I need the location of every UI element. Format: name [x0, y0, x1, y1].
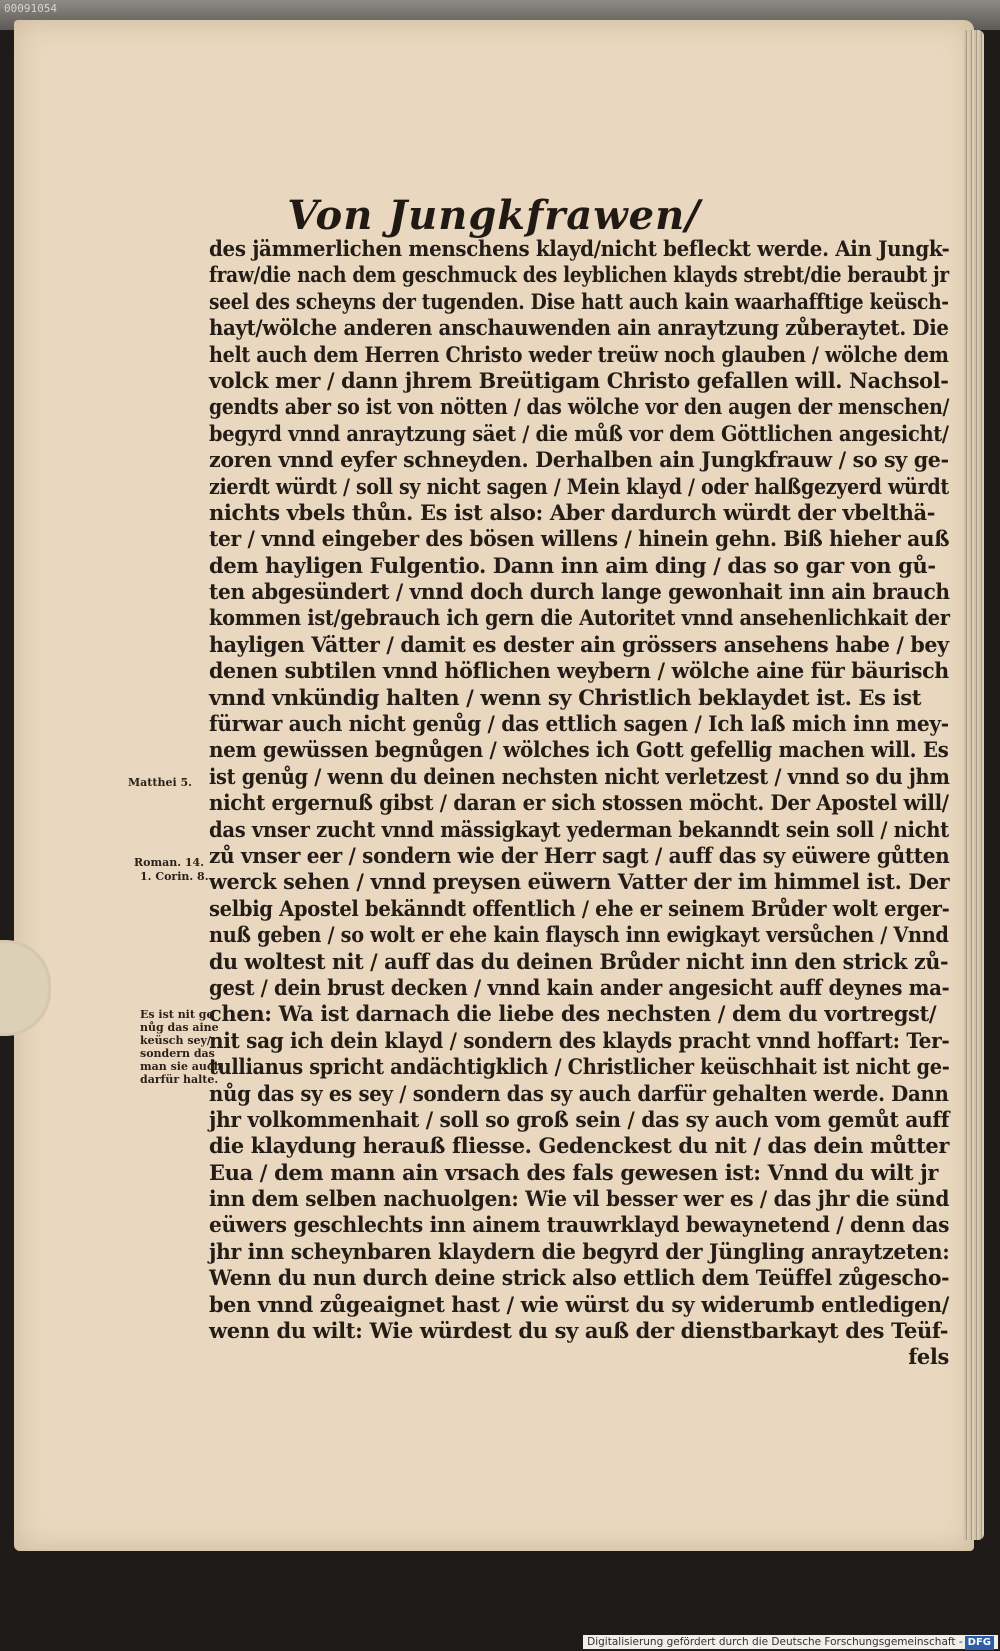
- dfg-logo: DFG: [965, 1636, 994, 1650]
- text-line: fraw/die nach dem geschmuck des leyblichen klayds strebt/die beraubt jr: [209, 262, 949, 288]
- margin-note-matthew: Matthei 5.: [128, 776, 192, 789]
- gloss-line: Es ist nit ge: [140, 1008, 214, 1021]
- text-line: hayligen Vätter / damit es dester ain grössers ansehens habe / bey: [209, 631, 949, 657]
- text-line: chen: Wa ist darnach die liebe des nechsten / dem du vortregst/: [209, 1001, 937, 1027]
- text-line: nuß geben / so wolt er ehe kain flaysch inn ewigkayt versůchen / Vnnd: [209, 922, 949, 948]
- text-line: zoren vnnd eyfer schneyden. Derhalben ain Jungkfrauw / so sy ge-: [209, 447, 949, 473]
- text-line: ben vnnd zůgeaignet hast / wie würst du sy widerumb entledigen/: [209, 1291, 949, 1317]
- text-line: wenn du wilt: Wie würdest du sy auß der dienstbarkayt des Teüf-: [209, 1318, 949, 1344]
- margin-note-corinthians: 1. Corin. 8.: [140, 870, 209, 883]
- gloss-line: keüsch sey/: [140, 1034, 211, 1047]
- text-line: begyrd vnnd anraytzung säet / die můß vor dem Göttlichen angesicht/: [209, 420, 949, 446]
- text-line: nůg das sy es sey / sondern das sy auch darfür gehalten werde. Dann: [209, 1080, 949, 1106]
- text-line: jhr inn scheynbaren klaydern die begyrd der Jüngling anraytzeten:: [209, 1238, 950, 1264]
- text-line: kommen ist/gebrauch ich gern die Autoritet vnnd ansehenlichkait der: [209, 605, 950, 631]
- text-line: nem gewüssen begnůgen / wölches ich Gott gefellig machen will. Es: [209, 737, 949, 763]
- text-line: Eua / dem mann ain vrsach des fals gewesen ist: Vnnd du wilt jr: [209, 1159, 939, 1185]
- text-line: zierdt würdt / soll sy nicht sagen / Mein klayd / oder halßgezyerd würdt: [209, 473, 949, 499]
- gloss-line: darfür halte.: [140, 1073, 219, 1086]
- text-line: hayt/wölche anderen anschauwenden ain anraytzung zůberaytet. Die: [209, 315, 949, 341]
- text-line: ist genůg / wenn du deinen nechsten nicht verletzest / vnnd so du jhm: [209, 763, 950, 789]
- text-line: volck mer / dann jhrem Breütigam Christo gefallen will. Nachsol-: [209, 367, 949, 393]
- running-head: Von Jungkfrawen/: [287, 192, 701, 239]
- digitization-credit: [583, 1635, 998, 1649]
- text-line: werck sehen / vnnd preysen eüwern Vatter der im himmel ist. Der: [209, 869, 950, 895]
- catalog-code: 00091054: [4, 2, 57, 15]
- text-line: nichts vbels thůn. Es ist also: Aber dardurch würdt der vbelthä-: [209, 499, 936, 525]
- catchword: fels: [908, 1344, 949, 1370]
- text-line: Wenn du nun durch deine strick also ettlich dem Teüffel zůgescho-: [209, 1265, 950, 1291]
- text-line: gest / dein brust decken / vnnd kain ander angesicht auff deynes ma-: [209, 974, 950, 1000]
- text-line: des jämmerlichen menschens klayd/nicht befleckt werde. Ain Jungk-: [209, 236, 950, 261]
- text-line: eüwers geschlechts inn ainem trauwrklayd bewaynetend / denn das: [209, 1212, 950, 1238]
- text-line: du woltest nit / auff das du deinen Brůder nicht inn den strick zů-: [209, 948, 949, 974]
- text-line: inn dem selben nachuolgen: Wie vil besser wer es / das jhr die sünd: [209, 1186, 950, 1212]
- text-line: selbig Apostel bekänndt offentlich / ehe er seinem Brůder wolt erger-: [209, 895, 950, 921]
- margin-note-romans: Roman. 14.: [134, 856, 205, 869]
- page-edge: [964, 30, 984, 1540]
- text-line: dem hayligen Fulgentio. Dann inn aim ding / das so gar von gů-: [209, 552, 936, 578]
- book-page: [14, 20, 974, 1551]
- gloss-line: sondern das: [140, 1047, 215, 1060]
- margin-note-gloss: [140, 1008, 222, 1086]
- gloss-line: man sie auch: [140, 1060, 222, 1073]
- text-line: ter / vnnd eingeber des bösen willens / hinein gehn. Biß hieher auß: [209, 526, 950, 552]
- text-line: seel des scheyns der tugenden. Dise hatt auch kain waarhafftige keüsch-: [209, 288, 949, 314]
- text-line: fürwar auch nicht genůg / das ettlich sagen / Ich laß mich inn mey-: [209, 711, 949, 737]
- text-line: ten abgesündert / vnnd doch durch lange gewonhait inn ain brauch: [209, 579, 950, 605]
- text-line: nicht ergernuß gibst / daran er sich stossen möcht. Der Apostel will/: [209, 790, 949, 816]
- text-line: zů vnser eer / sondern wie der Herr sagt / auff das sy eüwere gůtten: [209, 842, 950, 868]
- text-line: gendts aber so ist von nötten / das wölche vor den augen der menschen/: [209, 394, 950, 420]
- text-line: helt auch dem Herren Christo weder treüw noch glauben / wölche dem: [209, 341, 949, 367]
- text-line: die klaydung herauß fliesse. Gedenckest du nit / das dein můtter: [209, 1133, 950, 1159]
- text-line: denen subtilen vnnd höflichen weybern / wölche aine für bäurisch: [209, 658, 949, 684]
- text-line: das vnser zucht vnnd mässigkayt yederman bekanndt sein soll / nicht: [209, 816, 949, 842]
- gloss-line: nůg das aine: [140, 1021, 219, 1034]
- credit-text: Digitalisierung gefördert durch die Deutsche Forschungsgemeinschaft -: [587, 1636, 963, 1648]
- body-text: [209, 236, 949, 1371]
- text-line: tullianus spricht andächtigklich / Christlicher keüschhait ist nicht ge-: [209, 1054, 950, 1080]
- text-line: jhr volkommenhait / soll so groß sein / das sy auch vom gemůt auff: [209, 1106, 950, 1132]
- text-line: vnnd vnkündig halten / wenn sy Christlich beklaydet ist. Es ist: [209, 684, 922, 710]
- text-line: nit sag ich dein klayd / sondern des klayds pracht vnnd hoffart: Ter-: [209, 1027, 950, 1053]
